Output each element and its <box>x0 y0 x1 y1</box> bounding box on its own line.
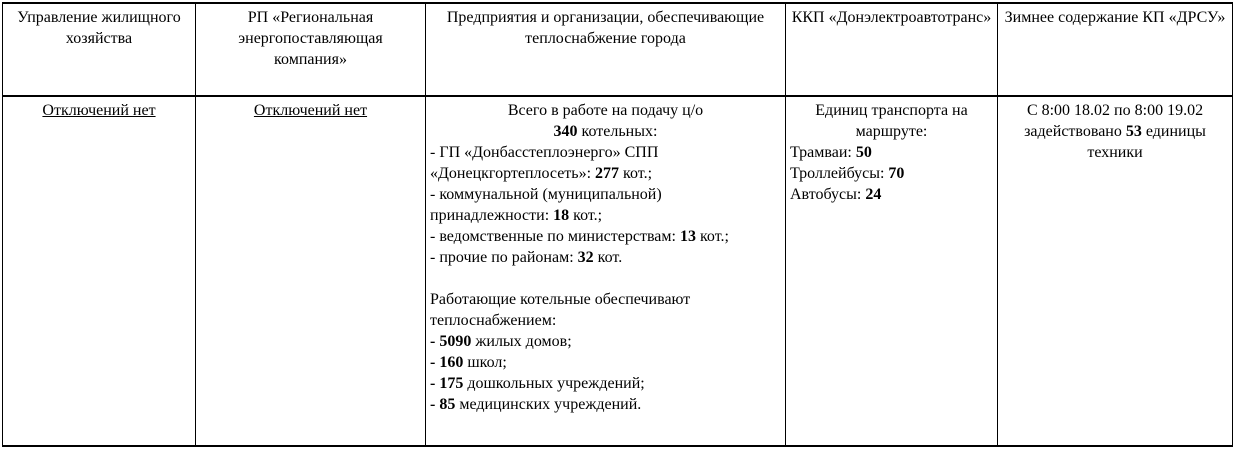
header-transport: ККП «Донэлектроавтотранс» <box>786 3 998 96</box>
paragraph <box>790 163 993 184</box>
text-run: 53 <box>1125 123 1142 140</box>
text-run: - 175 <box>430 375 464 392</box>
cell-winter-maintenance-status <box>998 96 1233 446</box>
paragraph <box>430 352 781 373</box>
text-run: - ГП «Донбасстеплоэнерго» СПП «Донецкгортеплосеть»: <box>430 144 663 182</box>
text-run: дошкольных учреждений; <box>463 375 645 392</box>
paragraph <box>430 331 781 352</box>
paragraph <box>790 100 993 142</box>
text-run: кот.; <box>695 228 729 245</box>
text-run: Единиц транспорта на маршруте: <box>815 102 972 140</box>
text-run: С 8:00 18.02 по 8:00 19.02 задействовано <box>1024 102 1208 140</box>
paragraph <box>430 184 781 226</box>
text-run: 24 <box>865 186 882 203</box>
text-run: Всего в работе на подачу ц/о <box>507 102 704 119</box>
body-row <box>3 96 1233 446</box>
text-run: кот.; <box>619 165 653 182</box>
text-run: Отключений нет <box>42 102 156 119</box>
text-run: единицы техники <box>1087 123 1210 161</box>
text-run: Трамваи: <box>790 144 856 161</box>
paragraph <box>430 289 781 331</box>
text-run: Троллейбусы: <box>790 165 889 182</box>
text-run: - 85 <box>430 396 456 413</box>
paragraph <box>430 100 781 121</box>
text-run: - ведомственные по министерствам: <box>430 228 680 245</box>
text-run: школ; <box>463 354 507 371</box>
text-run: - 5090 <box>430 333 472 350</box>
paragraph <box>430 268 781 289</box>
header-winter-maintenance: Зимнее содержание КП «ДРСУ» <box>998 3 1233 96</box>
text-run: Работающие котельные обеспечивают теплоснабжением: <box>430 291 695 329</box>
header-heat-supply: Предприятия и организации, обеспечивающие теплоснабжение города <box>426 3 786 96</box>
text-run: 277 <box>595 165 620 182</box>
paragraph <box>430 373 781 394</box>
header-row <box>3 3 1233 96</box>
paragraph <box>1002 100 1228 163</box>
paragraph <box>430 247 781 268</box>
text-run: Отключений нет <box>253 102 368 119</box>
text-run: Автобусы: <box>790 186 866 203</box>
paragraph <box>430 394 781 415</box>
paragraph <box>790 184 993 205</box>
header-housing-management: Управление жилищного хозяйства <box>3 3 196 96</box>
paragraph <box>200 100 421 121</box>
cell-energy-company-status <box>196 96 426 446</box>
text-run: кот. <box>593 249 623 266</box>
text-run: 340 <box>553 123 578 140</box>
city-services-status-table <box>2 2 1233 447</box>
paragraph <box>430 142 781 184</box>
paragraph <box>430 121 781 142</box>
header-energy-company: РП «Региональная энергопоставляющая компания» <box>196 3 426 96</box>
text-run: котельных: <box>577 123 658 140</box>
text-run: жилых домов; <box>471 333 572 350</box>
text-run: 18 <box>553 207 570 224</box>
cell-transport-status <box>786 96 998 446</box>
text-run: - 160 <box>430 354 464 371</box>
text-run: 50 <box>855 144 872 161</box>
report-page <box>0 2 1234 449</box>
text-run: - коммунальной (муниципальной) принадлежности: <box>430 186 666 224</box>
text-run: - прочие по районам: <box>430 249 578 266</box>
text-run: 32 <box>577 249 594 266</box>
text-run: 13 <box>679 228 696 245</box>
text-run: 70 <box>888 165 905 182</box>
text-run: медицинских учреждений. <box>455 396 642 413</box>
paragraph <box>790 142 993 163</box>
paragraph <box>430 226 781 247</box>
cell-housing-management-status <box>3 96 196 446</box>
paragraph <box>7 100 191 121</box>
cell-heat-supply-status <box>426 96 786 446</box>
text-run: кот.; <box>569 207 603 224</box>
